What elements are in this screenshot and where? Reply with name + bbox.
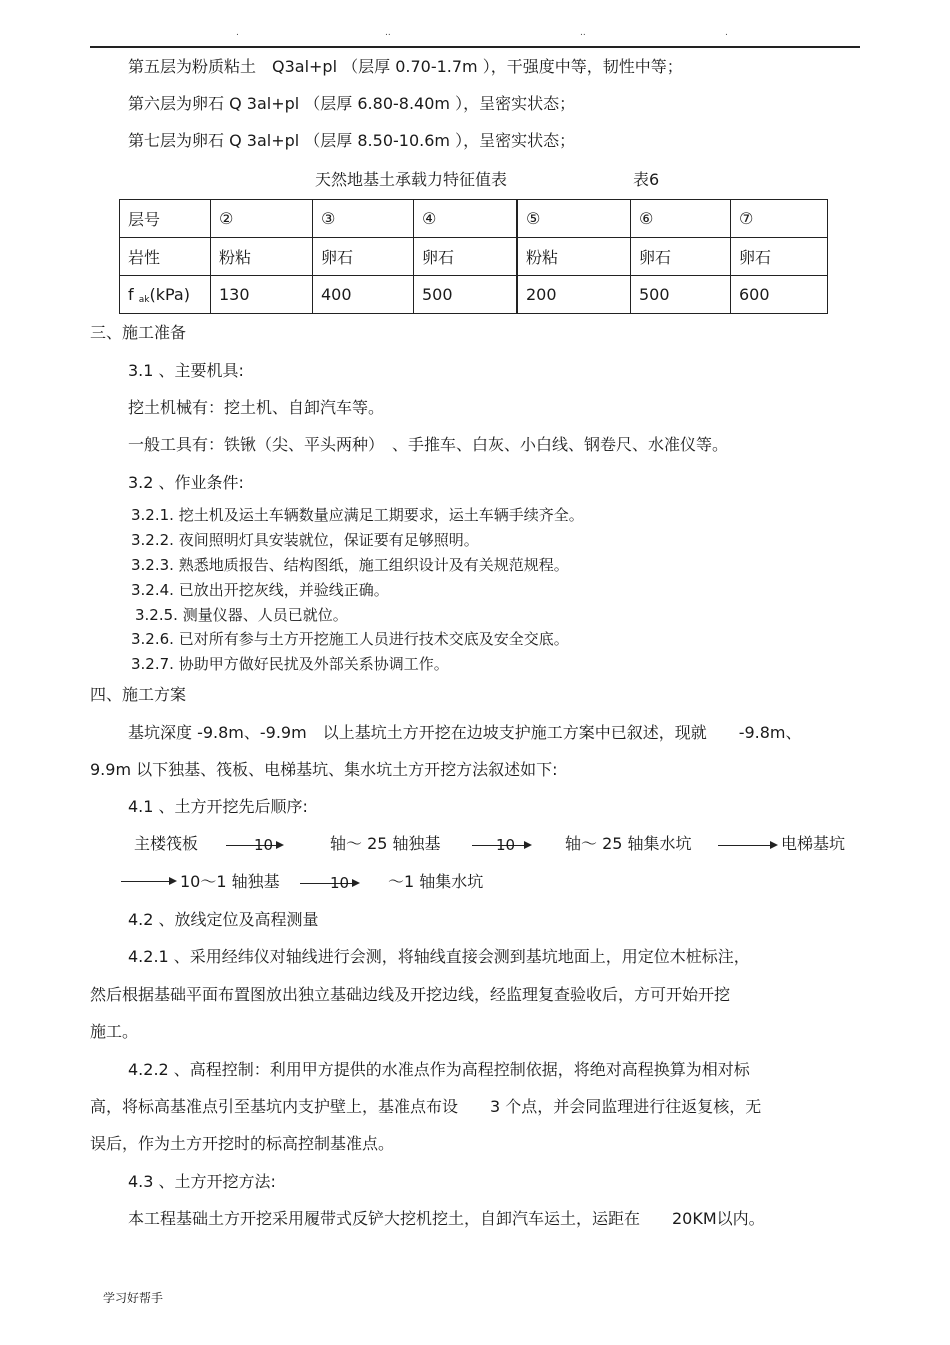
flow-arrow-label: 10 <box>330 874 350 892</box>
paragraph-4-2-1: 施工。 <box>90 1022 139 1041</box>
paragraph-layer7: 第七层为卵石 Q 3al+pl （层厚 8.50-10.6m ），呈密实状态； <box>128 131 576 150</box>
flow-arrow-label: 10 <box>254 836 274 854</box>
paragraph-4-2-1: 然后根据基础平面布置图放出独立基础边线及开挖边线，经监理复查验收后，方可开始开挖 <box>90 985 731 1004</box>
heading-3-2: 3.2 、作业条件: <box>128 473 244 492</box>
table-cell: 600 <box>731 276 828 314</box>
flow-step: 轴～ 25 轴集水坑 <box>565 834 692 853</box>
condition-item: 3.2.4. 已放出开挖灰线，并验线正确。 <box>131 581 389 599</box>
paragraph-4-2-2: 高，将标高基准点引至基坑内支护壁上，基准点布设 3 个点，并会同监理进行往返复核，无 <box>90 1097 762 1116</box>
header-dot: .. <box>385 28 391 38</box>
condition-item: 3.2.3. 熟悉地质报告、结构图纸，施工组织设计及有关规范规程。 <box>131 556 569 574</box>
header-dot: . <box>725 28 728 38</box>
table-cell: ④ <box>414 200 518 238</box>
table-cell-fak <box>120 276 211 314</box>
bearing-capacity-table <box>119 199 828 314</box>
header-dot: .. <box>580 28 586 38</box>
flow-step: 10～1 轴独基 <box>180 872 280 891</box>
table-cell: 粉粘 <box>211 238 313 276</box>
table-cell: 卵石 <box>731 238 828 276</box>
table-caption: 天然地基土承载力特征值表 <box>315 170 508 189</box>
flow-step: 电梯基坑 <box>781 834 846 853</box>
condition-item: 3.2.5. 测量仪器、人员已就位。 <box>135 606 348 624</box>
condition-item: 3.2.7. 协助甲方做好民扰及外部关系协调工作。 <box>131 655 449 673</box>
flow-arrow <box>121 881 175 882</box>
condition-item: 3.2.6. 已对所有参与土方开挖施工人员进行技术交底及安全交底。 <box>131 630 569 648</box>
table-cell: 400 <box>313 276 414 314</box>
paragraph-tools: 一般工具有：铁锹（尖、平头两种） 、手推车、白灰、小白线、钢卷尺、水准仪等。 <box>128 435 729 454</box>
paragraph-layer6: 第六层为卵石 Q 3al+pl （层厚 6.80-8.40m ），呈密实状态； <box>128 94 576 113</box>
heading-3-1: 3.1 、主要机具: <box>128 361 244 380</box>
table-cell: ⑦ <box>731 200 828 238</box>
table-cell: 卵石 <box>631 238 731 276</box>
footer-text: 学习好帮手 <box>103 1291 164 1305</box>
paragraph-intro-2: 9.9m 以下独基、筏板、电梯基坑、集水坑土方开挖方法叙述如下: <box>90 760 558 779</box>
header-rule <box>90 46 860 48</box>
header-dot: . <box>236 28 239 38</box>
flow-arrow <box>718 845 776 846</box>
flow-arrow <box>300 883 358 884</box>
condition-item: 3.2.2. 夜间照明灯具安装就位，保证要有足够照明。 <box>131 531 479 549</box>
table-row <box>120 276 828 314</box>
flow-step: ～1 轴集水坑 <box>388 872 484 891</box>
paragraph-layer5: 第五层为粉质粘土 Q3al+pl （层厚 0.70-1.7m ），干强度中等，韧性中等； <box>128 57 683 76</box>
table-cell: 200 <box>517 276 631 314</box>
heading-4-1: 4.1 、土方开挖先后顺序: <box>128 797 308 816</box>
flow-step: 轴～ 25 轴独基 <box>330 834 441 853</box>
fak-unit: (kPa) <box>149 284 190 304</box>
table-cell: ③ <box>313 200 414 238</box>
section-4-title: 四、施工方案 <box>90 685 187 704</box>
paragraph-4-2-2: 4.2.2 、高程控制：利用甲方提供的水准点作为高程控制依据，将绝对高程换算为相对标 <box>128 1060 750 1079</box>
table-cell: 130 <box>211 276 313 314</box>
table-row <box>120 238 828 276</box>
fak-symbol: f <box>128 284 134 304</box>
paragraph-intro-1: 基坑深度 -9.8m、-9.9m 以上基坑土方开挖在边坡支护施工方案中已叙述，现就 -9.8m、 <box>128 723 802 742</box>
paragraph-machines: 挖土机械有：挖土机、自卸汽车等。 <box>128 398 385 417</box>
heading-4-3: 4.3 、土方开挖方法: <box>128 1172 276 1191</box>
table-cell: 500 <box>414 276 518 314</box>
table-cell: 粉粘 <box>517 238 631 276</box>
table-cell: 岩性 <box>120 238 211 276</box>
paragraph-4-3: 本工程基础土方开挖采用履带式反铲大挖机挖土，自卸汽车运土，运距在 20KM以内。 <box>128 1209 765 1228</box>
table-cell: ⑥ <box>631 200 731 238</box>
table-cell: ② <box>211 200 313 238</box>
table-cell: 卵石 <box>313 238 414 276</box>
table-cell: 500 <box>631 276 731 314</box>
flow-step: 主楼筏板 <box>134 834 199 853</box>
section-3-title: 三、施工准备 <box>90 323 187 342</box>
table-number: 表6 <box>633 170 660 189</box>
heading-4-2: 4.2 、放线定位及高程测量 <box>128 910 319 929</box>
table-cell: 卵石 <box>414 238 518 276</box>
fak-subscript: ak <box>138 294 150 305</box>
table-cell: ⑤ <box>517 200 631 238</box>
condition-item: 3.2.1. 挖土机及运土车辆数量应满足工期要求，运土车辆手续齐全。 <box>131 506 584 524</box>
table-cell: 层号 <box>120 200 211 238</box>
paragraph-4-2-1: 4.2.1 、采用经纬仪对轴线进行会测，将轴线直接会测到基坑地面上，用定位木桩标注， <box>128 947 750 966</box>
flow-arrow-label: 10 <box>496 836 516 854</box>
paragraph-4-2-2: 误后，作为土方开挖时的标高控制基准点。 <box>90 1134 395 1153</box>
table-row <box>120 200 828 238</box>
